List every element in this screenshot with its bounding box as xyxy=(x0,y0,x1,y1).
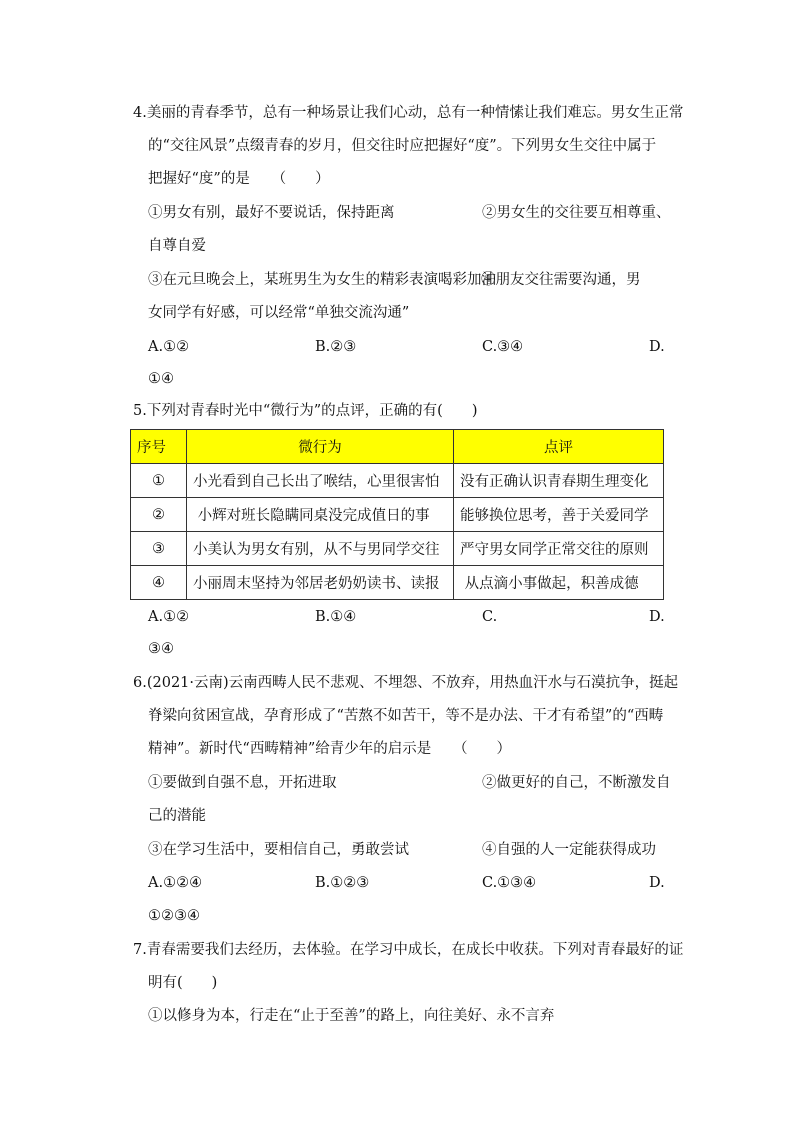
q4-line-3: 把握好“度”的是 （ ） xyxy=(148,171,330,187)
q4-option-2: ②男女生的交往要互相尊重、 xyxy=(482,205,671,221)
q5-table xyxy=(130,429,664,600)
q6-choice-a: A.①②④ xyxy=(148,875,203,891)
row-behavior: 小辉对班长隐瞒同桌没完成值日的事 xyxy=(187,498,454,532)
q4-choice-a: A.①② xyxy=(148,339,190,355)
table-row xyxy=(131,498,664,532)
q4-option-3: ③在元旦晚会上，某班男生为女生的精彩表演喝彩加油 xyxy=(148,272,496,288)
table-header-row xyxy=(131,430,664,464)
q4-option-4: ④朋友交往需要沟通，男 xyxy=(481,272,641,288)
q4-choice-c: C.③④ xyxy=(482,339,524,355)
q6-choice-d-value: ①②③④ xyxy=(148,908,200,924)
q4-choice-b: B.②③ xyxy=(315,339,357,355)
row-comment: 从点滴小事做起，积善成德 xyxy=(454,566,664,600)
q7-line-1: 7.青春需要我们去经历，去体验。在学习中成长，在成长中收获。下列对青春最好的证 xyxy=(133,942,684,958)
q6-choice-d: D. xyxy=(649,875,665,891)
q4-choice-d-value: ①④ xyxy=(148,371,174,387)
row-number: ① xyxy=(131,464,187,498)
q7-line-2: 明有( ) xyxy=(148,975,218,991)
q6-choice-b: B.①②③ xyxy=(315,875,370,891)
q4-line-1: 4.美丽的青春季节，总有一种场景让我们心动，总有一种情愫让我们难忘。男女生正常 xyxy=(133,105,684,121)
q4-option-2-cont: 自尊自爱 xyxy=(148,238,206,254)
q7-option-1: ①以修身为本，行走在“止于至善”的路上，向往美好、永不言弃 xyxy=(148,1008,555,1024)
q6-option-4: ④自强的人一定能获得成功 xyxy=(482,842,656,858)
q6-option-3: ③在学习生活中，要相信自己，勇敢尝试 xyxy=(148,842,409,858)
q5-choice-c: C. xyxy=(482,609,498,625)
q4-option-1: ①男女有别，最好不要说话，保持距离 xyxy=(148,205,395,221)
q5-choice-d: D. xyxy=(649,609,665,625)
q4-line-2: 的“交往风景”点缀青春的岁月，但交往时应把握好“度”。下列男女生交往中属于 xyxy=(148,138,657,154)
row-behavior: 小美认为男女有别，从不与男同学交往 xyxy=(187,532,454,566)
row-behavior: 小光看到自己长出了喉结，心里很害怕 xyxy=(187,464,454,498)
q6-line-3: 精神”。新时代“西畴精神”给青少年的启示是 （ ） xyxy=(148,741,511,757)
q6-option-2-cont: 己的潜能 xyxy=(148,808,206,824)
header-behavior: 微行为 xyxy=(187,430,454,464)
table-row xyxy=(131,566,664,600)
q6-choice-c: C.①③④ xyxy=(482,875,537,891)
q6-option-1: ①要做到自强不息，开拓进取 xyxy=(148,775,337,791)
q6-line-1: 6.(2021·云南)云南西畴人民不悲观、不埋怨、不放弃，用热血汗水与石漠抗争，挺起 xyxy=(133,675,679,691)
q5-choice-a: A.①② xyxy=(148,609,190,625)
table-row xyxy=(131,464,664,498)
row-comment: 没有正确认识青春期生理变化 xyxy=(454,464,664,498)
q4-option-4-cont: 女同学有好感，可以经常“单独交流沟通” xyxy=(148,305,410,321)
table-row xyxy=(131,532,664,566)
row-number: ④ xyxy=(131,566,187,600)
q5-choice-d-value: ③④ xyxy=(148,641,174,657)
header-comment: 点评 xyxy=(454,430,664,464)
header-number: 序号 xyxy=(131,430,187,464)
q4-choice-d: D. xyxy=(649,339,665,355)
row-comment: 能够换位思考，善于关爱同学 xyxy=(454,498,664,532)
q6-option-2: ②做更好的自己，不断激发自 xyxy=(482,775,671,791)
row-number: ③ xyxy=(131,532,187,566)
row-number: ② xyxy=(131,498,187,532)
q5-choice-b: B.①④ xyxy=(315,609,357,625)
q6-line-2: 脊梁向贫困宣战，孕育形成了“苦熬不如苦干，等不是办法、干才有希望”的“西畴 xyxy=(148,708,664,724)
q5-stem: 5.下列对青春时光中“微行为”的点评，正确的有( ) xyxy=(133,403,478,419)
row-comment: 严守男女同学正常交往的原则 xyxy=(454,532,664,566)
row-behavior: 小丽周末坚持为邻居老奶奶读书、读报 xyxy=(187,566,454,600)
